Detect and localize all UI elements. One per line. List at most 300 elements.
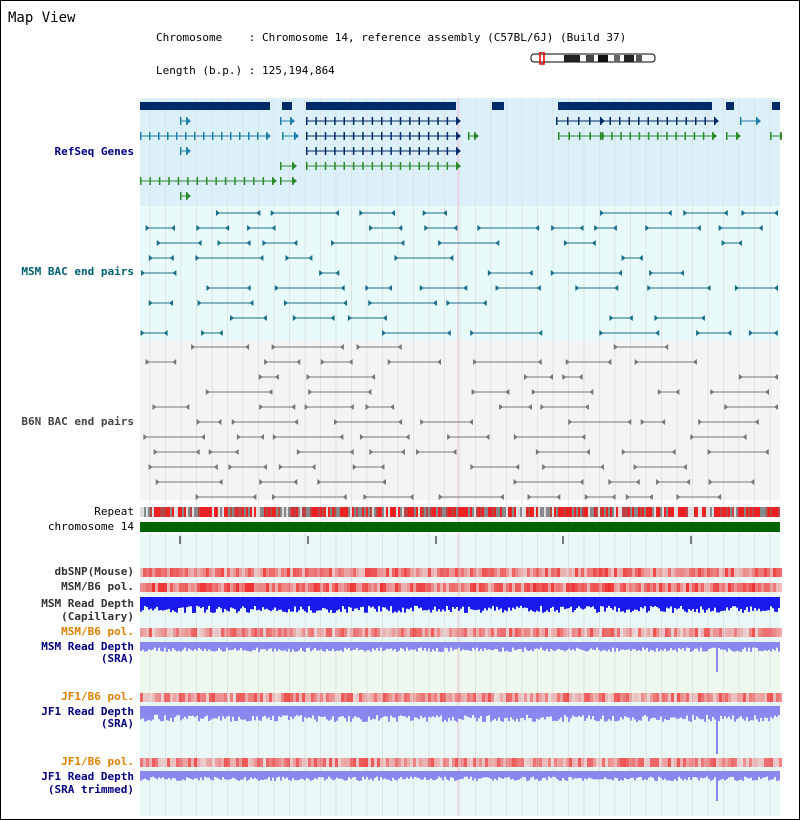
dbsnp-cell (164, 568, 167, 577)
msm-sra-depth-bar (310, 642, 312, 651)
genome-tracks[interactable] (140, 98, 782, 816)
gene-exon (686, 117, 688, 125)
repeat-block (564, 507, 566, 517)
msm-pol-cell (533, 583, 536, 592)
gene-exon (221, 132, 223, 140)
dbsnp-cell (365, 568, 368, 577)
msm-sra-depth-bar (432, 642, 434, 649)
repeat-block (238, 507, 240, 517)
jf1-trimmed-depth-bar (186, 771, 188, 777)
repeat-block (578, 507, 580, 517)
msm-capillary-depth-bar (512, 597, 514, 608)
msm-sra-depth-bar (304, 642, 306, 652)
track-label-jf1-b6-pol-2[interactable]: JF1/B6 pol. (61, 755, 134, 768)
chromosome-ideogram[interactable] (528, 52, 658, 66)
msm-pol2-cell (665, 628, 668, 637)
msm-pol2-cell (350, 628, 353, 637)
jf1-sra-depth-bar (700, 706, 702, 719)
jf1-pol2-cell (608, 758, 611, 767)
jf1-pol-cell (659, 693, 662, 702)
jf1-trimmed-depth-bar (578, 771, 580, 778)
jf1-sra-depth-bar (528, 706, 530, 718)
jf1-pol2-cell (524, 758, 527, 767)
msm-sra-depth-bar (346, 642, 348, 649)
jf1-sra-depth-bar (212, 706, 214, 719)
msm-capillary-depth-bar (586, 597, 588, 606)
track-label-refseq[interactable]: RefSeq Genes (54, 145, 134, 158)
msm-sra-depth-bar (538, 642, 540, 649)
jf1-sra-depth-bar (368, 706, 370, 717)
jf1-sra-depth-bar (716, 706, 718, 754)
msm-pol2-cell (242, 628, 245, 637)
jf1-pol2-cell (245, 758, 248, 767)
jf1-trimmed-depth-bar (648, 771, 650, 778)
msm-sra-depth-bar (728, 642, 730, 648)
msm-pol-cell (215, 583, 218, 592)
repeat-block (518, 507, 520, 517)
jf1-pol2-cell (713, 758, 716, 767)
jf1-pol-cell (701, 693, 704, 702)
jf1-sra-depth-bar (356, 706, 358, 717)
jf1-pol2-cell (632, 758, 635, 767)
jf1-sra-depth-bar (742, 706, 744, 719)
msm-pol2-cell (773, 628, 776, 637)
msm-pol2-cell (179, 628, 182, 637)
msm-pol-cell (449, 583, 452, 592)
dbsnp-cell (617, 568, 620, 577)
msm-sra-depth-bar (582, 642, 584, 650)
jf1-pol-cell (272, 693, 275, 702)
msm-pol-cell (554, 583, 557, 592)
msm-capillary-depth-bar (532, 597, 534, 611)
jf1-pol-cell (512, 693, 515, 702)
jf1-trimmed-depth-bar (708, 771, 710, 779)
jf1-pol2-cell (257, 758, 260, 767)
msm-capillary-depth-bar (656, 597, 658, 607)
track-label-chromosome: chromosome 14 (47, 520, 134, 533)
jf1-sra-depth-bar (316, 706, 318, 722)
msm-sra-depth-bar (148, 642, 150, 649)
msm-pol2-cell (551, 628, 554, 637)
dbsnp-cell (293, 568, 296, 577)
repeat-block (364, 507, 366, 517)
jf1-trimmed-depth-bar (584, 771, 586, 778)
track-label-msm-b6-pol-1[interactable]: MSM/B6 pol. (61, 580, 134, 593)
jf1-pol-cell (482, 693, 485, 702)
msm-capillary-depth-bar (334, 597, 336, 613)
jf1-pol2-cell (467, 758, 470, 767)
jf1-pol2-cell (602, 758, 605, 767)
gene-exon (409, 147, 411, 155)
dbsnp-cell (743, 568, 746, 577)
jf1-sra-depth-bar (366, 706, 368, 722)
jf1-trimmed-depth-bar (514, 771, 516, 781)
repeat-block (524, 507, 526, 517)
msm-capillary-depth-bar (380, 597, 382, 611)
jf1-pol-cell (395, 693, 398, 702)
msm-sra-depth-bar (210, 642, 212, 651)
repeat-block (236, 507, 238, 517)
msm-pol-cell (332, 583, 335, 592)
msm-capillary-depth-bar (458, 597, 460, 611)
jf1-trimmed-depth-bar (402, 771, 404, 779)
gene-feature (726, 102, 734, 110)
jf1-trimmed-depth-bar (382, 771, 384, 779)
jf1-pol2-cell (356, 758, 359, 767)
repeat-block (404, 507, 406, 517)
repeat-block (346, 507, 348, 517)
msm-sra-depth-bar (518, 642, 520, 649)
msm-sra-depth-bar (702, 642, 704, 651)
jf1-pol-cell (650, 693, 653, 702)
jf1-pol2-cell (644, 758, 647, 767)
jf1-trimmed-depth-bar (686, 771, 688, 780)
msm-pol-cell (344, 583, 347, 592)
msm-pol-cell (650, 583, 653, 592)
gene-exon (315, 147, 317, 155)
repeat-block (298, 507, 300, 517)
repeat-block (488, 507, 490, 517)
msm-sra-depth-bar (636, 642, 638, 651)
jf1-trimmed-depth-bar (398, 771, 400, 779)
dbsnp-cell (338, 568, 341, 577)
repeat-block (722, 507, 724, 517)
jf1-trimmed-depth-bar (660, 771, 662, 778)
dbsnp-cell (701, 568, 704, 577)
gene-exon (381, 147, 383, 155)
msm-capillary-depth-bar (716, 597, 718, 612)
msm-pol2-cell (419, 628, 422, 637)
dbsnp-cell (680, 568, 683, 577)
jf1-trimmed-depth-bar (412, 771, 414, 779)
jf1-trimmed-depth-bar (770, 771, 772, 780)
msm-sra-depth-bar (184, 642, 186, 648)
gene-exon (409, 117, 411, 125)
jf1-pol-cell (332, 693, 335, 702)
jf1-pol-cell (425, 693, 428, 702)
jf1-pol-cell (470, 693, 473, 702)
jf1-sra-depth-bar (224, 706, 226, 719)
dbsnp-cell (746, 568, 749, 577)
msm-capillary-depth-bar (224, 597, 226, 609)
msm-sra-depth-bar (716, 642, 718, 672)
msm-sra-depth-bar (638, 642, 640, 650)
jf1-pol2-cell (455, 758, 458, 767)
msm-pol-cell (314, 583, 317, 592)
repeat-block (222, 507, 224, 517)
track-label-msm-depth-sra[interactable]: MSM Read Depth (41, 640, 134, 653)
repeat-block (612, 507, 614, 517)
msm-capillary-depth-bar (192, 597, 194, 613)
msm-sra-depth-bar (156, 642, 158, 651)
track-label-jf1-depth-trimmed-sub: (SRA trimmed) (47, 783, 134, 796)
gene-feature (772, 102, 780, 110)
jf1-trimmed-depth-bar (356, 771, 358, 780)
msm-sra-depth-bar (622, 642, 624, 650)
jf1-sra-depth-bar (230, 706, 232, 722)
jf1-trimmed-depth-bar (354, 771, 356, 777)
gene-exon (159, 177, 161, 185)
msm-capillary-depth-bar (520, 597, 522, 606)
jf1-pol-cell (284, 693, 287, 702)
track-label-jf1-depth-trimmed[interactable]: JF1 Read Depth (41, 770, 134, 783)
msm-pol2-cell (260, 628, 263, 637)
jf1-trimmed-depth-bar (266, 771, 268, 779)
msm-capillary-depth-bar (508, 597, 510, 608)
jf1-pol2-cell (518, 758, 521, 767)
dbsnp-cell (578, 568, 581, 577)
repeat-block (772, 507, 774, 517)
dbsnp-cell (242, 568, 245, 577)
jf1-pol-cell (140, 693, 143, 702)
jf1-trimmed-depth-bar (332, 771, 334, 780)
msm-pol2-cell (557, 628, 560, 637)
jf1-pol2-cell (311, 758, 314, 767)
msm-pol-cell (524, 583, 527, 592)
dbsnp-cell (656, 568, 659, 577)
dbsnp-cell (545, 568, 548, 577)
jf1-sra-depth-bar (760, 706, 762, 718)
msm-pol-cell (746, 583, 749, 592)
msm-pol2-cell (428, 628, 431, 637)
msm-capillary-depth-bar (646, 597, 648, 613)
track-label-jf1-b6-pol-1[interactable]: JF1/B6 pol. (61, 690, 134, 703)
jf1-trimmed-depth-bar (184, 771, 186, 780)
msm-pol-cell (569, 583, 572, 592)
msm-sra-depth-bar (644, 642, 646, 650)
jf1-sra-depth-bar (384, 706, 386, 716)
msm-capillary-depth-bar (322, 597, 324, 608)
msm-sra-depth-bar (650, 642, 652, 650)
jf1-pol-cell (263, 693, 266, 702)
repeat-block (150, 507, 152, 517)
jf1-sra-depth-bar (402, 706, 404, 716)
msm-sra-depth-bar (336, 642, 338, 651)
jf1-pol2-cell (284, 758, 287, 767)
msm-sra-depth-bar (160, 642, 162, 651)
dbsnp-cell (152, 568, 155, 577)
jf1-pol2-cell (443, 758, 446, 767)
msm-pol2-cell (359, 628, 362, 637)
track-label-msm-bac[interactable]: MSM BAC end pairs (21, 265, 134, 278)
msm-pol2-cell (734, 628, 737, 637)
msm-pol2-cell (767, 628, 770, 637)
msm-capillary-depth-bar (428, 597, 430, 610)
msm-pol2-cell (272, 628, 275, 637)
msm-capillary-depth-bar (306, 597, 308, 612)
repeat-block (344, 507, 346, 517)
repeat-block (534, 507, 536, 517)
jf1-sra-depth-bar (344, 706, 346, 718)
dbsnp-cell (698, 568, 701, 577)
dbsnp-cell (359, 568, 362, 577)
repeat-block (686, 507, 688, 517)
jf1-sra-depth-bar (174, 706, 176, 717)
repeat-block (334, 507, 336, 517)
jf1-trimmed-depth-bar (420, 771, 422, 780)
dbsnp-cell (614, 568, 617, 577)
dbsnp-cell (182, 568, 185, 577)
gene-exon (334, 147, 336, 155)
jf1-pol-cell (437, 693, 440, 702)
repeat-block (572, 507, 574, 517)
msm-capillary-depth-bar (260, 597, 262, 611)
repeat-block (766, 507, 768, 517)
track-label-jf1-depth-sra[interactable]: JF1 Read Depth (41, 705, 134, 718)
msm-capillary-depth-bar (388, 597, 390, 611)
msm-sra-depth-bar (704, 642, 706, 651)
jf1-sra-depth-bar (326, 706, 328, 719)
gene-exon (685, 132, 687, 140)
track-label-msm-depth-capillary[interactable]: MSM Read Depth (41, 597, 134, 610)
gene-exon (362, 147, 364, 155)
repeat-block (640, 507, 642, 517)
jf1-trimmed-depth-bar (690, 771, 692, 780)
msm-pol-cell (608, 583, 611, 592)
jf1-sra-depth-bar (508, 706, 510, 721)
repeat-block (288, 507, 290, 517)
jf1-trimmed-depth-bar (764, 771, 766, 777)
jf1-trimmed-depth-bar (358, 771, 360, 781)
jf1-sra-depth-bar (200, 706, 202, 718)
jf1-pol2-cell (209, 758, 212, 767)
jf1-sra-depth-bar (346, 706, 348, 721)
track-label-msm-b6-pol-2[interactable]: MSM/B6 pol. (61, 625, 134, 638)
jf1-sra-depth-bar (336, 706, 338, 721)
msm-pol2-cell (329, 628, 332, 637)
jf1-pol2-cell (164, 758, 167, 767)
msm-capillary-depth-bar (362, 597, 364, 607)
jf1-sra-depth-bar (648, 706, 650, 721)
jf1-trimmed-depth-bar (718, 771, 720, 781)
jf1-trimmed-depth-bar (566, 771, 568, 781)
dbsnp-cell (572, 568, 575, 577)
msm-pol2-cell (308, 628, 311, 637)
jf1-trimmed-depth-bar (704, 771, 706, 778)
msm-capillary-depth-bar (608, 597, 610, 606)
msm-sra-depth-bar (200, 642, 202, 649)
jf1-pol-cell (167, 693, 170, 702)
jf1-sra-depth-bar (386, 706, 388, 717)
repeat-block (742, 507, 744, 517)
jf1-pol2-cell (482, 758, 485, 767)
repeat-block (500, 507, 502, 517)
jf1-trimmed-depth-bar (384, 771, 386, 779)
jf1-sra-depth-bar (388, 706, 390, 722)
repeat-block (694, 507, 696, 517)
jf1-sra-depth-bar (588, 706, 590, 715)
msm-pol2-cell (230, 628, 233, 637)
track-label-dbsnp[interactable]: dbSNP(Mouse) (54, 565, 134, 578)
msm-pol2-cell (269, 628, 272, 637)
msm-pol2-cell (761, 628, 764, 637)
msm-sra-depth-bar (520, 642, 522, 649)
msm-capillary-depth-bar (424, 597, 426, 610)
jf1-trimmed-depth-bar (284, 771, 286, 779)
msm-sra-depth-bar (684, 642, 686, 651)
msm-capillary-depth-bar (726, 597, 728, 607)
jf1-trimmed-depth-bar (312, 771, 314, 780)
jf1-pol-cell (428, 693, 431, 702)
jf1-pol-cell (398, 693, 401, 702)
msm-capillary-depth-bar (682, 597, 684, 609)
gene-exon (602, 132, 604, 140)
msm-sra-depth-bar (454, 642, 456, 649)
jf1-trimmed-depth-bar (730, 771, 732, 777)
jf1-trimmed-depth-bar (772, 771, 774, 779)
jf1-trimmed-depth-bar (190, 771, 192, 779)
jf1-sra-depth-bar (748, 706, 750, 721)
jf1-sra-depth-bar (672, 706, 674, 717)
jf1-trimmed-depth-bar (152, 771, 154, 777)
msm-pol-cell (431, 583, 434, 592)
jf1-pol-cell (200, 693, 203, 702)
repeat-block (326, 507, 328, 517)
msm-pol-cell (722, 583, 725, 592)
repeat-block (680, 507, 682, 517)
track-label-b6n-bac[interactable]: B6N BAC end pairs (21, 415, 134, 428)
jf1-pol-cell (662, 693, 665, 702)
msm-pol2-cell (266, 628, 269, 637)
repeat-block (752, 507, 754, 517)
msm-pol2-cell (599, 628, 602, 637)
jf1-pol2-cell (779, 758, 782, 767)
dbsnp-cell (560, 568, 563, 577)
jf1-pol-cell (368, 693, 371, 702)
msm-sra-depth-bar (176, 642, 178, 651)
jf1-trimmed-depth-bar (752, 771, 754, 781)
jf1-trimmed-depth-bar (438, 771, 440, 777)
msm-capillary-depth-bar (674, 597, 676, 608)
jf1-trimmed-depth-bar (304, 771, 306, 780)
jf1-trimmed-depth-bar (626, 771, 628, 779)
msm-capillary-depth-bar (710, 597, 712, 611)
msm-capillary-depth-bar (430, 597, 432, 613)
msm-pol2-cell (560, 628, 563, 637)
msm-pol2-cell (530, 628, 533, 637)
msm-capillary-depth-bar (486, 597, 488, 610)
msm-sra-depth-bar (486, 642, 488, 650)
jf1-trimmed-depth-bar (636, 771, 638, 778)
repeat-block (458, 507, 460, 517)
repeat-block (250, 507, 252, 517)
msm-pol-cell (764, 583, 767, 592)
msm-pol2-cell (755, 628, 758, 637)
dbsnp-cell (437, 568, 440, 577)
msm-sra-depth-bar (556, 642, 558, 650)
jf1-pol2-cell (476, 758, 479, 767)
msm-capillary-depth-bar (488, 597, 490, 608)
jf1-pol2-cell (497, 758, 500, 767)
jf1-pol2-cell (494, 758, 497, 767)
repeat-block (666, 507, 668, 517)
msm-pol-cell (464, 583, 467, 592)
gene-exon (390, 147, 392, 155)
msm-pol2-cell (644, 628, 647, 637)
jf1-trimmed-depth-bar (734, 771, 736, 780)
msm-sra-depth-bar (554, 642, 556, 651)
msm-pol2-cell (518, 628, 521, 637)
jf1-sra-depth-bar (536, 706, 538, 719)
jf1-sra-depth-bar (150, 706, 152, 721)
jf1-pol2-cell (191, 758, 194, 767)
msm-sra-depth-bar (496, 642, 498, 649)
msm-capillary-depth-bar (764, 597, 766, 611)
repeat-block (522, 507, 524, 517)
msm-capillary-depth-bar (554, 597, 556, 611)
jf1-sra-depth-bar (572, 706, 574, 716)
msm-pol2-cell (671, 628, 674, 637)
